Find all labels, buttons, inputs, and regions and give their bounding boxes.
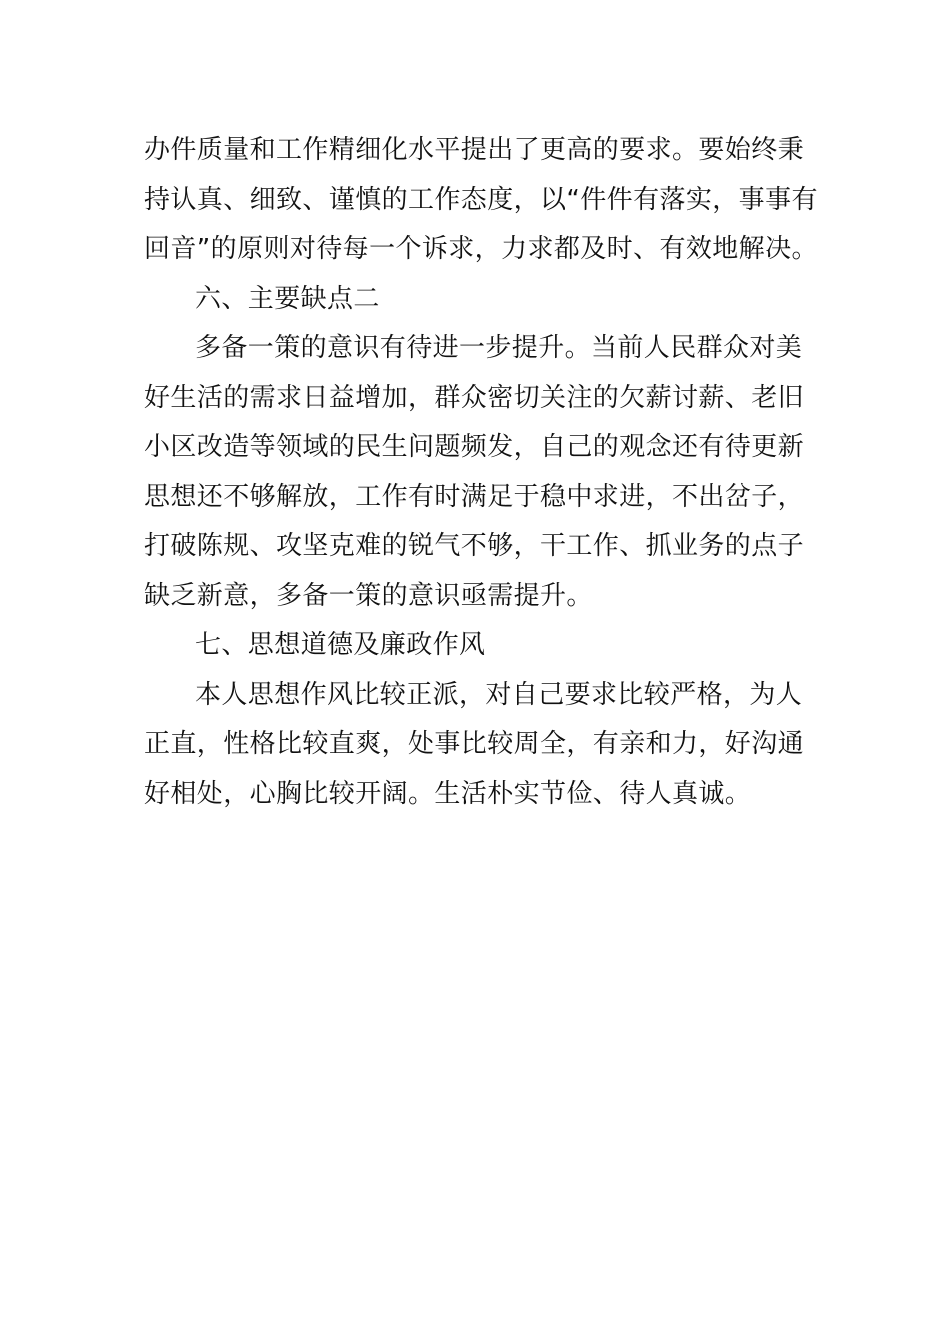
paragraph-line: 回音”的原则对待每一个诉求，力求都及时、有效地解决。 [144,234,818,264]
paragraph-line: 办件质量和工作精细化水平提出了更高的要求。要始终秉 [144,135,805,165]
section-seven [144,621,814,819]
section-heading: 六、主要缺点二 [195,283,380,314]
paragraph-line: 持认真、细致、谨慎的工作态度，以“件件有落实，事事有 [144,184,818,215]
continuation-paragraph [144,126,818,275]
paragraph-line: 好相处，心胸比较开阔。生活朴实节俭、待人真诚。 [144,778,752,809]
paragraph-line: 好生活的需求日益增加，群众密切关注的欠薪讨薪、老旧 [144,382,805,413]
paragraph-line: 打破陈规、攻坚克难的锐气不够，干工作、抓业务的点子 [144,531,805,561]
section-six [144,275,814,622]
paragraph-line: 思想还不够解放，工作有时满足于稳中求进，不出岔子， [144,481,805,512]
paragraph-line: 小区改造等领域的民生问题频发，自己的观念还有待更新 [144,432,805,462]
paragraph-line: 多备一策的意识有待进一步提升。当前人民群众对美 [195,333,803,363]
paragraph-line: 缺乏新意，多备一策的意识亟需提升。 [144,580,593,611]
paragraph-line: 本人思想作风比较正派，对自己要求比较严格，为人 [195,679,803,710]
section-heading: 七、思想道德及廉政作风 [195,630,486,660]
document-body [144,126,818,819]
paragraph-line: 正直，性格比较直爽，处事比较周全，有亲和力，好沟通 [144,729,805,759]
